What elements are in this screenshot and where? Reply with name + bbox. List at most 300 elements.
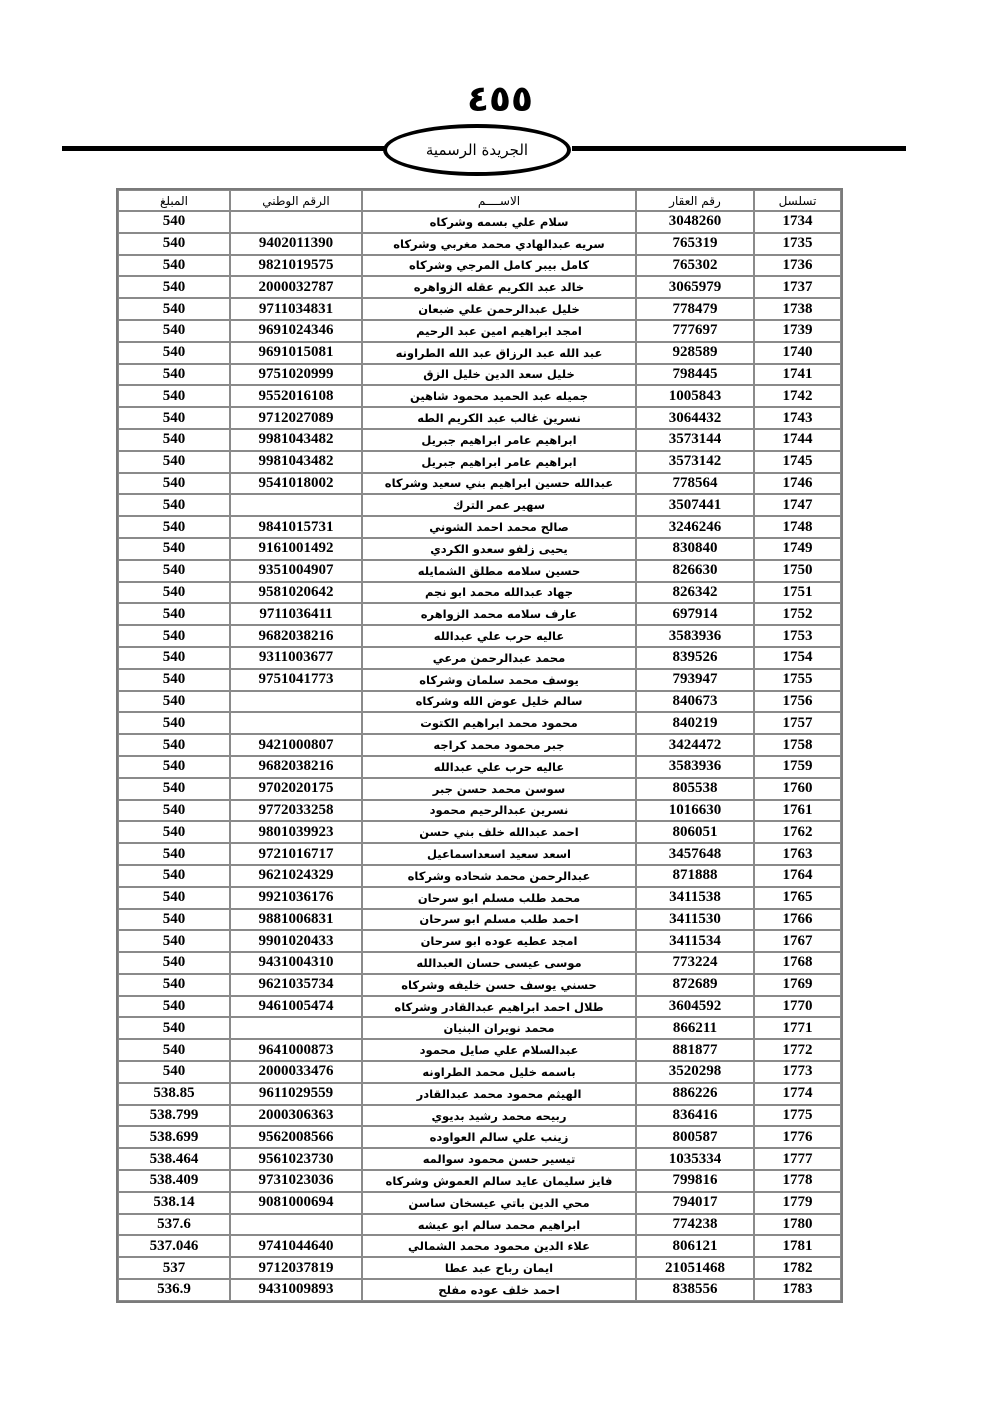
table-header-row bbox=[118, 190, 841, 211]
header-rule-right bbox=[572, 146, 906, 151]
property-no-cell: 3457648 bbox=[636, 843, 754, 865]
national-id-cell bbox=[230, 211, 362, 233]
amount-cell: 540 bbox=[118, 712, 230, 734]
name-cell: عبدالرحمن محمد شحاده وشركاه bbox=[362, 865, 636, 887]
serial-cell: 1766 bbox=[754, 909, 841, 931]
ledger-table bbox=[116, 188, 843, 1303]
national-id-cell: 9081000694 bbox=[230, 1192, 362, 1214]
serial-cell: 1783 bbox=[754, 1279, 841, 1301]
name-cell: سوسن محمد حسن جبر bbox=[362, 778, 636, 800]
name-cell: موسى عيسى حسان العبدالله bbox=[362, 952, 636, 974]
serial-cell: 1763 bbox=[754, 843, 841, 865]
serial-cell: 1736 bbox=[754, 255, 841, 277]
amount-cell: 540 bbox=[118, 298, 230, 320]
amount-cell: 540 bbox=[118, 974, 230, 996]
property-no-cell: 866211 bbox=[636, 1017, 754, 1039]
amount-cell: 540 bbox=[118, 429, 230, 451]
national-id-cell: 2000032787 bbox=[230, 276, 362, 298]
name-cell: محي الدين باتي عيسخان ساسن bbox=[362, 1192, 636, 1214]
national-id-cell: 9981043482 bbox=[230, 429, 362, 451]
serial-cell: 1760 bbox=[754, 778, 841, 800]
national-id-cell bbox=[230, 712, 362, 734]
column-header-national-id: الرقم الوطني bbox=[230, 190, 362, 211]
name-cell: محمد طلب مسلم ابو سرحان bbox=[362, 887, 636, 909]
property-no-cell: 778564 bbox=[636, 473, 754, 495]
national-id-cell: 9431009893 bbox=[230, 1279, 362, 1301]
national-id-cell: 9901020433 bbox=[230, 930, 362, 952]
name-cell: سهير عمر الترك bbox=[362, 494, 636, 516]
serial-cell: 1749 bbox=[754, 538, 841, 560]
table-row bbox=[118, 407, 841, 429]
property-no-cell: 3583936 bbox=[636, 756, 754, 778]
national-id-cell: 9682038216 bbox=[230, 756, 362, 778]
name-cell: محمد نويران البنيان bbox=[362, 1017, 636, 1039]
national-id-cell: 9621024329 bbox=[230, 865, 362, 887]
amount-cell: 540 bbox=[118, 473, 230, 495]
table-row bbox=[118, 1235, 841, 1257]
table-row bbox=[118, 276, 841, 298]
name-cell: جميله عبد الحميد محمود شاهين bbox=[362, 385, 636, 407]
serial-cell: 1773 bbox=[754, 1061, 841, 1083]
serial-cell: 1778 bbox=[754, 1170, 841, 1192]
national-id-cell bbox=[230, 1017, 362, 1039]
name-cell: جبر محمود محمد كراجه bbox=[362, 734, 636, 756]
amount-cell: 540 bbox=[118, 1017, 230, 1039]
national-id-cell: 9751041773 bbox=[230, 669, 362, 691]
amount-cell: 540 bbox=[118, 952, 230, 974]
property-no-cell: 886226 bbox=[636, 1083, 754, 1105]
serial-cell: 1759 bbox=[754, 756, 841, 778]
name-cell: نسرين عبدالرحيم محمود bbox=[362, 800, 636, 822]
table-row bbox=[118, 538, 841, 560]
serial-cell: 1780 bbox=[754, 1214, 841, 1236]
table-row bbox=[118, 1279, 841, 1301]
table-row bbox=[118, 1214, 841, 1236]
amount-cell: 540 bbox=[118, 407, 230, 429]
table-row bbox=[118, 233, 841, 255]
national-id-cell: 9621035734 bbox=[230, 974, 362, 996]
name-cell: ايمان رباح عبد عطا bbox=[362, 1257, 636, 1279]
amount-cell: 536.9 bbox=[118, 1279, 230, 1301]
amount-cell: 538.464 bbox=[118, 1148, 230, 1170]
serial-cell: 1775 bbox=[754, 1105, 841, 1127]
name-cell: عارف سلامه محمد الزواهره bbox=[362, 603, 636, 625]
property-no-cell: 3520298 bbox=[636, 1061, 754, 1083]
table-row bbox=[118, 1039, 841, 1061]
national-id-cell: 2000306363 bbox=[230, 1105, 362, 1127]
amount-cell: 540 bbox=[118, 255, 230, 277]
serial-cell: 1769 bbox=[754, 974, 841, 996]
column-header-name: الاســــم bbox=[362, 190, 636, 211]
name-cell: عبدالسلام علي صايل محمود bbox=[362, 1039, 636, 1061]
publication-oval bbox=[383, 124, 571, 176]
national-id-cell: 9711034831 bbox=[230, 298, 362, 320]
amount-cell: 540 bbox=[118, 385, 230, 407]
table-row bbox=[118, 800, 841, 822]
name-cell: عاليه حرب علي عبدالله bbox=[362, 756, 636, 778]
serial-cell: 1750 bbox=[754, 560, 841, 582]
serial-cell: 1743 bbox=[754, 407, 841, 429]
name-cell: جهاد عبدالله محمد ابو نجم bbox=[362, 582, 636, 604]
amount-cell: 537 bbox=[118, 1257, 230, 1279]
table-row bbox=[118, 821, 841, 843]
property-no-cell: 1016630 bbox=[636, 800, 754, 822]
property-no-cell: 3573144 bbox=[636, 429, 754, 451]
national-id-cell: 9562008566 bbox=[230, 1126, 362, 1148]
serial-cell: 1761 bbox=[754, 800, 841, 822]
amount-cell: 540 bbox=[118, 778, 230, 800]
name-cell: اسعد سعيد اسعداسماعيل bbox=[362, 843, 636, 865]
table-row bbox=[118, 364, 841, 386]
amount-cell: 540 bbox=[118, 1061, 230, 1083]
name-cell: محمود محمد ابراهيم الكتوت bbox=[362, 712, 636, 734]
table-row bbox=[118, 1017, 841, 1039]
property-no-cell: 3411538 bbox=[636, 887, 754, 909]
amount-cell: 540 bbox=[118, 342, 230, 364]
national-id-cell: 9351004907 bbox=[230, 560, 362, 582]
property-no-cell: 928589 bbox=[636, 342, 754, 364]
amount-cell: 540 bbox=[118, 669, 230, 691]
name-cell: امجد ابراهيم امين عبد الرحيم bbox=[362, 320, 636, 342]
name-cell: سالم خليل عوض الله وشركاه bbox=[362, 691, 636, 713]
name-cell: صالح محمد احمد الشوني bbox=[362, 516, 636, 538]
table-row bbox=[118, 909, 841, 931]
property-no-cell: 840673 bbox=[636, 691, 754, 713]
amount-cell: 540 bbox=[118, 364, 230, 386]
serial-cell: 1751 bbox=[754, 582, 841, 604]
national-id-cell bbox=[230, 1214, 362, 1236]
national-id-cell bbox=[230, 691, 362, 713]
amount-cell: 540 bbox=[118, 909, 230, 931]
property-no-cell: 3411534 bbox=[636, 930, 754, 952]
serial-cell: 1745 bbox=[754, 451, 841, 473]
national-id-cell: 9821019575 bbox=[230, 255, 362, 277]
amount-cell: 540 bbox=[118, 538, 230, 560]
page-number: ٤٥٥ bbox=[467, 79, 533, 120]
table-row bbox=[118, 385, 841, 407]
name-cell: زينب علي سالم العواوده bbox=[362, 1126, 636, 1148]
national-id-cell: 9611029559 bbox=[230, 1083, 362, 1105]
table-row bbox=[118, 843, 841, 865]
name-cell: فايز سليمان عايد سالم العموش وشركاه bbox=[362, 1170, 636, 1192]
property-no-cell: 826630 bbox=[636, 560, 754, 582]
amount-cell: 540 bbox=[118, 516, 230, 538]
table-row bbox=[118, 603, 841, 625]
serial-cell: 1752 bbox=[754, 603, 841, 625]
serial-cell: 1739 bbox=[754, 320, 841, 342]
amount-cell: 540 bbox=[118, 625, 230, 647]
amount-cell: 540 bbox=[118, 887, 230, 909]
serial-cell: 1764 bbox=[754, 865, 841, 887]
property-no-cell: 3064432 bbox=[636, 407, 754, 429]
table-row bbox=[118, 647, 841, 669]
serial-cell: 1772 bbox=[754, 1039, 841, 1061]
national-id-cell: 9772033258 bbox=[230, 800, 362, 822]
property-no-cell: 830840 bbox=[636, 538, 754, 560]
serial-cell: 1774 bbox=[754, 1083, 841, 1105]
property-no-cell: 3065979 bbox=[636, 276, 754, 298]
property-no-cell: 765302 bbox=[636, 255, 754, 277]
amount-cell: 540 bbox=[118, 582, 230, 604]
amount-cell: 540 bbox=[118, 211, 230, 233]
table-row bbox=[118, 1083, 841, 1105]
table-row bbox=[118, 1148, 841, 1170]
property-no-cell: 838556 bbox=[636, 1279, 754, 1301]
amount-cell: 540 bbox=[118, 930, 230, 952]
name-cell: ابراهيم عامر ابراهيم جبريل bbox=[362, 429, 636, 451]
amount-cell: 540 bbox=[118, 560, 230, 582]
amount-cell: 540 bbox=[118, 603, 230, 625]
national-id-cell: 9461005474 bbox=[230, 996, 362, 1018]
property-no-cell: 881877 bbox=[636, 1039, 754, 1061]
amount-cell: 540 bbox=[118, 734, 230, 756]
national-id-cell: 9921036176 bbox=[230, 887, 362, 909]
national-id-cell: 9721016717 bbox=[230, 843, 362, 865]
table-row bbox=[118, 451, 841, 473]
national-id-cell: 9541018002 bbox=[230, 473, 362, 495]
name-cell: حسني يوسف حسن خليفه وشركاه bbox=[362, 974, 636, 996]
serial-cell: 1767 bbox=[754, 930, 841, 952]
property-no-cell: 3246246 bbox=[636, 516, 754, 538]
national-id-cell: 9311003677 bbox=[230, 647, 362, 669]
table-row bbox=[118, 691, 841, 713]
property-no-cell: 3411530 bbox=[636, 909, 754, 931]
national-id-cell: 9841015731 bbox=[230, 516, 362, 538]
name-cell: سلام علي بسمه وشركاه bbox=[362, 211, 636, 233]
serial-cell: 1754 bbox=[754, 647, 841, 669]
column-header-serial: تسلسل bbox=[754, 190, 841, 211]
serial-cell: 1756 bbox=[754, 691, 841, 713]
table-row bbox=[118, 778, 841, 800]
serial-cell: 1782 bbox=[754, 1257, 841, 1279]
property-no-cell: 697914 bbox=[636, 603, 754, 625]
serial-cell: 1765 bbox=[754, 887, 841, 909]
name-cell: امجد عطيه عوده ابو سرحان bbox=[362, 930, 636, 952]
name-cell: محمد عبدالرحمن مرعي bbox=[362, 647, 636, 669]
table-row bbox=[118, 669, 841, 691]
national-id-cell: 9552016108 bbox=[230, 385, 362, 407]
serial-cell: 1771 bbox=[754, 1017, 841, 1039]
table-row bbox=[118, 756, 841, 778]
property-no-cell: 778479 bbox=[636, 298, 754, 320]
table-row bbox=[118, 582, 841, 604]
name-cell: احمد طلب مسلم ابو سرحان bbox=[362, 909, 636, 931]
amount-cell: 540 bbox=[118, 1039, 230, 1061]
serial-cell: 1740 bbox=[754, 342, 841, 364]
name-cell: علاء الدين محمود محمد الشمالي bbox=[362, 1235, 636, 1257]
table-row bbox=[118, 887, 841, 909]
serial-cell: 1777 bbox=[754, 1148, 841, 1170]
amount-cell: 540 bbox=[118, 843, 230, 865]
name-cell: ابراهيم محمد سالم ابو عيشه bbox=[362, 1214, 636, 1236]
national-id-cell: 9981043482 bbox=[230, 451, 362, 473]
amount-cell: 537.046 bbox=[118, 1235, 230, 1257]
name-cell: ربيحه محمد رشيد بديوي bbox=[362, 1105, 636, 1127]
serial-cell: 1781 bbox=[754, 1235, 841, 1257]
serial-cell: 1755 bbox=[754, 669, 841, 691]
name-cell: احمد خلف عوده مفلح bbox=[362, 1279, 636, 1301]
name-cell: تيسير حسن محمود سوالمه bbox=[362, 1148, 636, 1170]
name-cell: الهيثم محمود محمد عبدالقادر bbox=[362, 1083, 636, 1105]
property-no-cell: 1005843 bbox=[636, 385, 754, 407]
name-cell: باسمه خليل محمد الطراونه bbox=[362, 1061, 636, 1083]
national-id-cell: 9641000873 bbox=[230, 1039, 362, 1061]
property-no-cell: 3048260 bbox=[636, 211, 754, 233]
table-row bbox=[118, 1170, 841, 1192]
column-header-amount: المبلغ bbox=[118, 190, 230, 211]
serial-cell: 1734 bbox=[754, 211, 841, 233]
property-no-cell: 3507441 bbox=[636, 494, 754, 516]
table-row bbox=[118, 298, 841, 320]
column-header-property-no: رقم العقار bbox=[636, 190, 754, 211]
national-id-cell: 9741044640 bbox=[230, 1235, 362, 1257]
name-cell: عاليه حرب علي عبدالله bbox=[362, 625, 636, 647]
table-row bbox=[118, 952, 841, 974]
name-cell: حسين سلامه مطلق الشمايله bbox=[362, 560, 636, 582]
property-no-cell: 3604592 bbox=[636, 996, 754, 1018]
national-id-cell: 9581020642 bbox=[230, 582, 362, 604]
table-row bbox=[118, 494, 841, 516]
name-cell: يوسف محمد سلمان وشركاه bbox=[362, 669, 636, 691]
table-row bbox=[118, 320, 841, 342]
national-id-cell: 9431004310 bbox=[230, 952, 362, 974]
serial-cell: 1744 bbox=[754, 429, 841, 451]
property-no-cell: 3424472 bbox=[636, 734, 754, 756]
property-no-cell: 773224 bbox=[636, 952, 754, 974]
name-cell: احمد عبدالله خلف بني حسن bbox=[362, 821, 636, 843]
amount-cell: 540 bbox=[118, 821, 230, 843]
table-row bbox=[118, 930, 841, 952]
amount-cell: 537.6 bbox=[118, 1214, 230, 1236]
table-row bbox=[118, 211, 841, 233]
national-id-cell: 9702020175 bbox=[230, 778, 362, 800]
name-cell: كامل بيبر كامل المرجي وشركاه bbox=[362, 255, 636, 277]
amount-cell: 540 bbox=[118, 800, 230, 822]
property-no-cell: 21051468 bbox=[636, 1257, 754, 1279]
name-cell: خليل سعد الدين خليل الزق bbox=[362, 364, 636, 386]
amount-cell: 540 bbox=[118, 647, 230, 669]
property-no-cell: 806051 bbox=[636, 821, 754, 843]
publication-title: الجريدة الرسمية bbox=[425, 141, 529, 159]
amount-cell: 540 bbox=[118, 996, 230, 1018]
national-id-cell: 9421000807 bbox=[230, 734, 362, 756]
property-no-cell: 798445 bbox=[636, 364, 754, 386]
national-id-cell: 9712037819 bbox=[230, 1257, 362, 1279]
table-row bbox=[118, 865, 841, 887]
property-no-cell: 799816 bbox=[636, 1170, 754, 1192]
serial-cell: 1738 bbox=[754, 298, 841, 320]
property-no-cell: 871888 bbox=[636, 865, 754, 887]
national-id-cell: 9402011390 bbox=[230, 233, 362, 255]
table-row bbox=[118, 516, 841, 538]
name-cell: عبدالله حسين ابراهيم بني سعيد وشركاه bbox=[362, 473, 636, 495]
table-row bbox=[118, 1126, 841, 1148]
serial-cell: 1747 bbox=[754, 494, 841, 516]
property-no-cell: 3573142 bbox=[636, 451, 754, 473]
amount-cell: 538.85 bbox=[118, 1083, 230, 1105]
national-id-cell: 9712027089 bbox=[230, 407, 362, 429]
property-no-cell: 836416 bbox=[636, 1105, 754, 1127]
national-id-cell: 9691024346 bbox=[230, 320, 362, 342]
name-cell: طلال احمد ابراهيم عبدالقادر وشركاه bbox=[362, 996, 636, 1018]
serial-cell: 1770 bbox=[754, 996, 841, 1018]
name-cell: عبد الله عبد الرزاق عبد الله الطراونه bbox=[362, 342, 636, 364]
table-row bbox=[118, 1192, 841, 1214]
property-no-cell: 806121 bbox=[636, 1235, 754, 1257]
amount-cell: 540 bbox=[118, 494, 230, 516]
property-no-cell: 826342 bbox=[636, 582, 754, 604]
amount-cell: 538.699 bbox=[118, 1126, 230, 1148]
amount-cell: 540 bbox=[118, 451, 230, 473]
table-row bbox=[118, 712, 841, 734]
national-id-cell: 9731023036 bbox=[230, 1170, 362, 1192]
table-row bbox=[118, 1257, 841, 1279]
property-no-cell: 805538 bbox=[636, 778, 754, 800]
serial-cell: 1748 bbox=[754, 516, 841, 538]
serial-cell: 1757 bbox=[754, 712, 841, 734]
property-no-cell: 794017 bbox=[636, 1192, 754, 1214]
table-row bbox=[118, 996, 841, 1018]
property-no-cell: 1035334 bbox=[636, 1148, 754, 1170]
serial-cell: 1741 bbox=[754, 364, 841, 386]
property-no-cell: 839526 bbox=[636, 647, 754, 669]
national-id-cell: 9161001492 bbox=[230, 538, 362, 560]
property-no-cell: 765319 bbox=[636, 233, 754, 255]
table-row bbox=[118, 560, 841, 582]
amount-cell: 540 bbox=[118, 691, 230, 713]
table-row bbox=[118, 255, 841, 277]
serial-cell: 1776 bbox=[754, 1126, 841, 1148]
amount-cell: 540 bbox=[118, 320, 230, 342]
name-cell: يحيى زلفو سعدو الكردي bbox=[362, 538, 636, 560]
serial-cell: 1735 bbox=[754, 233, 841, 255]
serial-cell: 1742 bbox=[754, 385, 841, 407]
amount-cell: 540 bbox=[118, 865, 230, 887]
name-cell: خليل عبدالرحمن علي ضبعان bbox=[362, 298, 636, 320]
national-id-cell: 9751020999 bbox=[230, 364, 362, 386]
serial-cell: 1762 bbox=[754, 821, 841, 843]
amount-cell: 538.799 bbox=[118, 1105, 230, 1127]
national-id-cell: 9801039923 bbox=[230, 821, 362, 843]
national-id-cell: 9682038216 bbox=[230, 625, 362, 647]
amount-cell: 540 bbox=[118, 756, 230, 778]
serial-cell: 1753 bbox=[754, 625, 841, 647]
serial-cell: 1768 bbox=[754, 952, 841, 974]
serial-cell: 1746 bbox=[754, 473, 841, 495]
property-no-cell: 3583936 bbox=[636, 625, 754, 647]
national-id-cell: 9691015081 bbox=[230, 342, 362, 364]
serial-cell: 1758 bbox=[754, 734, 841, 756]
amount-cell: 538.14 bbox=[118, 1192, 230, 1214]
table-row bbox=[118, 625, 841, 647]
national-id-cell: 9881006831 bbox=[230, 909, 362, 931]
property-no-cell: 777697 bbox=[636, 320, 754, 342]
table-row bbox=[118, 974, 841, 996]
table-row bbox=[118, 473, 841, 495]
property-no-cell: 800587 bbox=[636, 1126, 754, 1148]
amount-cell: 540 bbox=[118, 233, 230, 255]
table-row bbox=[118, 429, 841, 451]
national-id-cell: 9561023730 bbox=[230, 1148, 362, 1170]
header-rule-left bbox=[62, 146, 388, 151]
name-cell: سريه عبدالهادي محمد مغربي وشركاه bbox=[362, 233, 636, 255]
table-row bbox=[118, 342, 841, 364]
table-row bbox=[118, 1105, 841, 1127]
amount-cell: 538.409 bbox=[118, 1170, 230, 1192]
table-row bbox=[118, 734, 841, 756]
property-no-cell: 774238 bbox=[636, 1214, 754, 1236]
name-cell: نسرين غالب عبد الكريم الطه bbox=[362, 407, 636, 429]
